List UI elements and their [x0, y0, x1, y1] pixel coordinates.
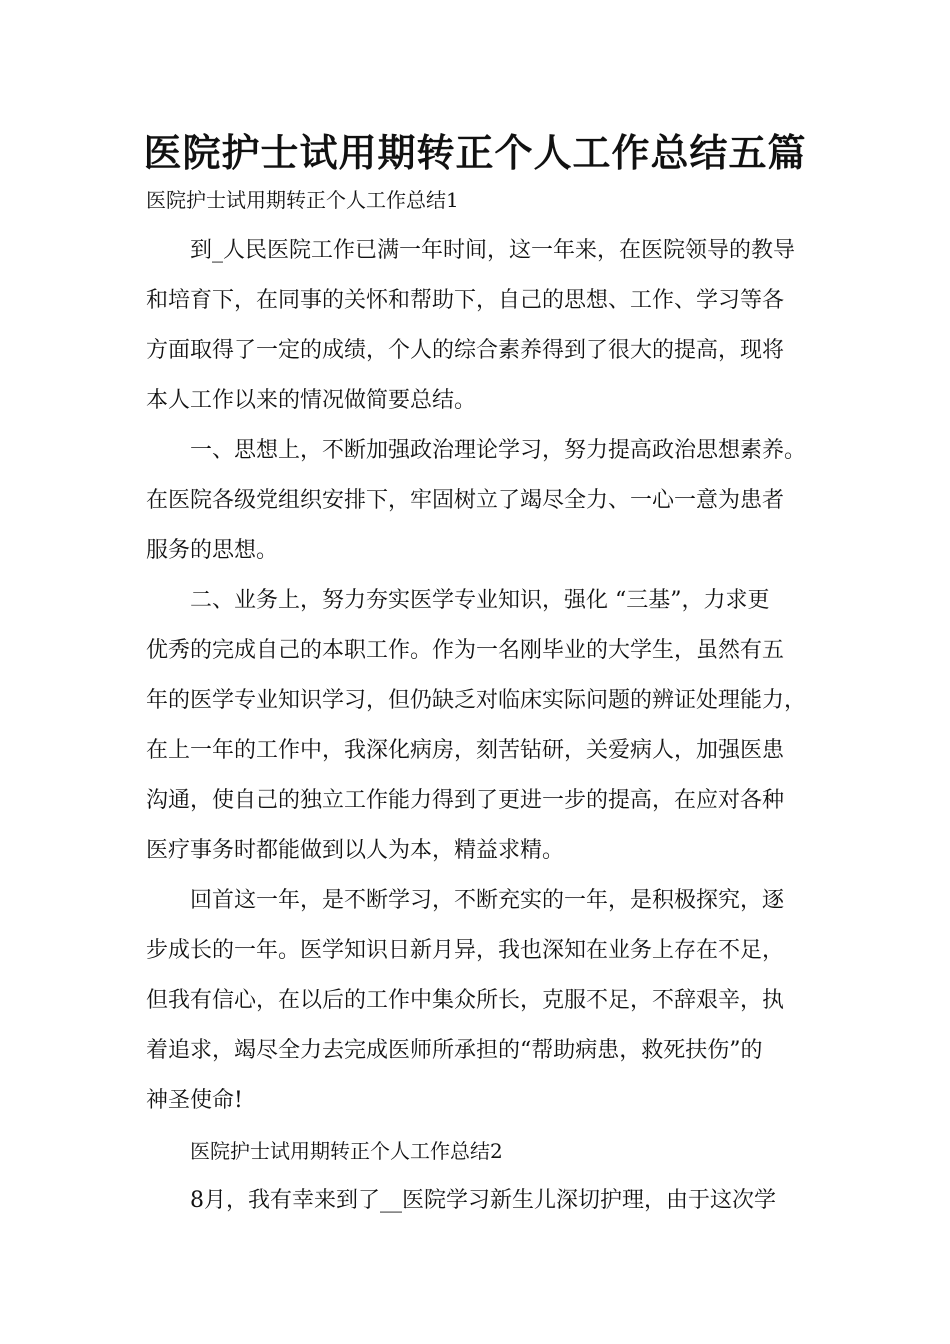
paragraph-line: 一、思想上，不断加强政治理论学习，努力提高政治思想素养。 [190, 438, 807, 463]
paragraph-line: 步成长的一年。医学知识日新月异，我也深知在业务上存在不足， [146, 938, 785, 963]
paragraph-line: 服务的思想。 [146, 538, 279, 563]
paragraph-line: 但我有信心，在以后的工作中集众所长，克服不足，不辞艰辛，执 [146, 988, 785, 1013]
paragraph-line: 二、业务上，努力夯实医学专业知识，强化 “三基”，力求更 [190, 588, 770, 613]
paragraph-line: 神圣使命! [146, 1088, 243, 1113]
paragraph-line: 方面取得了一定的成绩，个人的综合素养得到了很大的提高，现将 [146, 338, 785, 363]
paragraph-line: 在上一年的工作中，我深化病房，刻苦钻研，关爱病人，加强医患 [146, 738, 785, 763]
paragraph-line: 优秀的完成自己的本职工作。作为一名刚毕业的大学生，虽然有五 [146, 638, 785, 663]
document-title: 医院护士试用期转正个人工作总结五篇 [143, 130, 807, 175]
paragraph-line: 和培育下，在同事的关怀和帮助下，自己的思想、工作、学习等各 [146, 288, 785, 313]
paragraph-line: 沟通，使自己的独立工作能力得到了更进一步的提高，在应对各种 [146, 788, 785, 813]
paragraph-line: 在医院各级党组织安排下，牢固树立了竭尽全力、一心一意为患者 [146, 488, 785, 513]
section-heading-1: 医院护士试用期转正个人工作总结1 [146, 188, 459, 212]
paragraph-line: 8月，我有幸来到了__医院学习新生儿深切护理，由于这次学 [190, 1188, 776, 1213]
section-heading-2: 医院护士试用期转正个人工作总结2 [190, 1139, 503, 1163]
paragraph-line: 回首这一年，是不断学习，不断充实的一年，是积极探究，逐 [190, 888, 785, 913]
paragraph-line: 着追求，竭尽全力去完成医师所承担的“帮助病患，救死扶伤”的 [146, 1038, 763, 1063]
paragraph-line: 医疗事务时都能做到以人为本，精益求精。 [146, 838, 565, 863]
paragraph-line: 到_人民医院工作已满一年时间，这一年来，在医院领导的教导 [190, 238, 796, 263]
paragraph-line: 年的医学专业知识学习，但仍缺乏对临床实际问题的辨证处理能力， [146, 688, 807, 713]
paragraph-line: 本人工作以来的情况做简要总结。 [146, 388, 477, 413]
